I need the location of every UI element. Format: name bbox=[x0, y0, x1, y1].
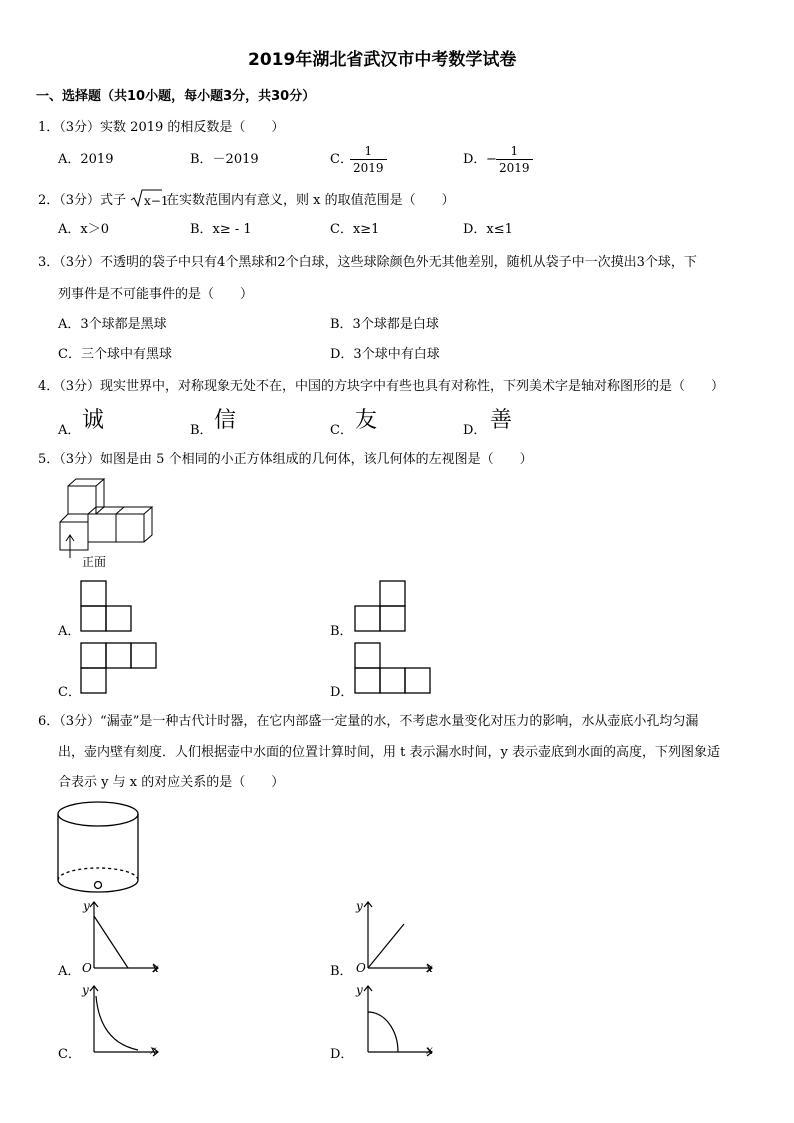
q6-option-b[interactable]: B． bbox=[330, 964, 353, 979]
axis-y-label: y bbox=[83, 899, 90, 913]
q1-option-b[interactable]: B．－2019 bbox=[190, 152, 259, 167]
q1-option-d-label[interactable]: D． bbox=[463, 152, 487, 167]
origin-label: O bbox=[356, 961, 366, 975]
page-title: 2019年湖北省武汉市中考数学试卷 bbox=[248, 50, 517, 70]
q1-option-a[interactable]: A．2019 bbox=[58, 152, 114, 167]
axis-x-label: x bbox=[426, 1043, 433, 1057]
axis-y-label: y bbox=[82, 983, 89, 997]
q6-stem-line3: 合表示 y 与 x 的对应关系的是（ ） bbox=[58, 775, 285, 790]
q6-option-d[interactable]: D． bbox=[330, 1047, 354, 1062]
q2-stem-pre: 2．（3分）式子 bbox=[38, 193, 127, 208]
q5-option-b-figure bbox=[354, 580, 408, 634]
q6-option-a[interactable]: A． bbox=[58, 964, 81, 979]
q2-option-a[interactable]: A．x＞0 bbox=[58, 222, 109, 237]
q1-option-d-fraction bbox=[496, 145, 533, 174]
fraction-denominator: 2019 bbox=[496, 159, 533, 174]
q2-option-d[interactable]: D．x≤1 bbox=[463, 222, 513, 237]
q3-option-a[interactable]: A．3个球都是黑球 bbox=[58, 317, 167, 332]
q3-option-b[interactable]: B．3个球都是白球 bbox=[330, 317, 439, 332]
q4-option-c-label[interactable]: C． bbox=[330, 423, 353, 438]
q2-radicand: x−1 bbox=[144, 194, 169, 208]
axis-y-label: y bbox=[356, 983, 363, 997]
axis-y-label: y bbox=[356, 899, 363, 913]
q3-stem-line2: 列事件是不可能事件的是（ ） bbox=[58, 287, 254, 302]
q1-option-c-fraction bbox=[350, 145, 387, 174]
q5-option-a[interactable]: A． bbox=[58, 624, 81, 639]
front-view-label: 正面 bbox=[82, 555, 107, 569]
q2-option-c[interactable]: C．x≥1 bbox=[330, 222, 380, 237]
q4-stem: 4．（3分）现实世界中，对称现象无处不在，中国的方块字中有些也具有对称性，下列美术字是轴对称图形的是（ ） bbox=[38, 379, 725, 394]
q5-option-a-figure bbox=[80, 580, 134, 634]
q4-option-b-label[interactable]: B． bbox=[190, 423, 213, 438]
q5-option-c-figure bbox=[80, 642, 160, 696]
q1-option-c-label[interactable]: C． bbox=[330, 152, 353, 167]
q5-option-c[interactable]: C． bbox=[58, 685, 81, 700]
q6-stem-line1: 6．（3分）“漏壶”是一种古代计时器，在它内部盛一定量的水，不考虑水量变化对压力的影响，水从壶底小孔均匀漏 bbox=[38, 714, 699, 729]
water-clock-figure bbox=[52, 800, 152, 900]
q4-option-a-char: 诚 bbox=[82, 408, 105, 433]
fraction-denominator: 2019 bbox=[350, 159, 387, 174]
axis-x-label: x bbox=[150, 1043, 157, 1057]
q5-option-d-figure bbox=[354, 642, 434, 696]
q3-option-d[interactable]: D．3个球中有白球 bbox=[330, 347, 440, 362]
q5-option-b[interactable]: B． bbox=[330, 624, 353, 639]
section-heading: 一、选择题（共10小题，每小题3分，共30分） bbox=[36, 89, 316, 104]
axis-x-label: x bbox=[152, 961, 159, 975]
q3-stem-line1: 3．（3分）不透明的袋子中只有4个黑球和2个白球，这些球除颜色外无其他差别，随机从袋子中一次摸出3个球，下 bbox=[38, 255, 697, 270]
q5-option-d[interactable]: D． bbox=[330, 685, 354, 700]
q3-option-c[interactable]: C．三个球中有黑球 bbox=[58, 347, 172, 362]
q1-stem: 1．（3分）实数 2019 的相反数是（ ） bbox=[38, 120, 285, 135]
q4-option-c-char: 友 bbox=[355, 408, 378, 433]
fraction-numerator: 1 bbox=[510, 144, 519, 158]
q4-option-d-char: 善 bbox=[490, 408, 513, 433]
axis-x-label: x bbox=[426, 961, 433, 975]
q4-option-b-char: 信 bbox=[214, 408, 237, 433]
q6-option-c[interactable]: C． bbox=[58, 1047, 81, 1062]
q2-stem-post: 在实数范围内有意义，则 x 的取值范围是（ ） bbox=[166, 193, 455, 208]
fraction-numerator: 1 bbox=[364, 144, 373, 158]
q6-stem-line2: 出，壶内壁有刻度．人们根据壶中水面的位置计算时间，用 t 表示漏水时间，y 表示壶底到水面的高度，下列图象适 bbox=[58, 745, 720, 760]
q5-stem: 5．（3分）如图是由 5 个相同的小正方体组成的几何体，该几何体的左视图是（ ） bbox=[38, 452, 533, 467]
q4-option-d-label[interactable]: D． bbox=[463, 423, 487, 438]
q1-option-d-sign: − bbox=[486, 152, 497, 167]
cube-solid-figure bbox=[52, 478, 162, 568]
q2-option-b[interactable]: B．x≥ - 1 bbox=[190, 222, 252, 237]
origin-label: O bbox=[82, 961, 92, 975]
q4-option-a-label[interactable]: A． bbox=[58, 423, 81, 438]
